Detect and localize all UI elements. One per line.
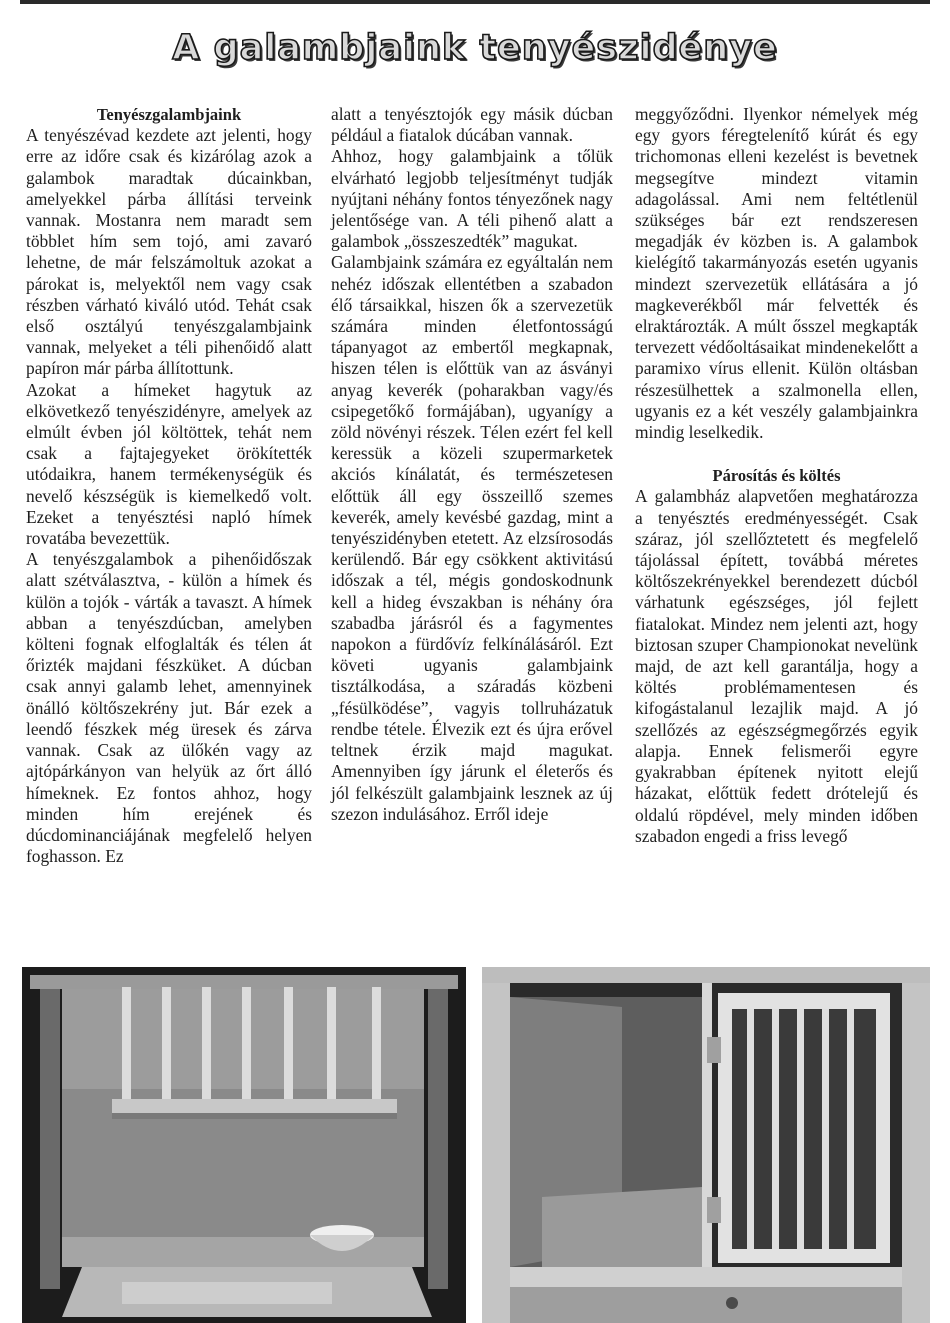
nest-box-with-door-photo — [482, 967, 930, 1323]
column-1 — [26, 104, 312, 867]
paragraph: alatt a tenyésztojók egy másik dúcban például a fiatalok dúcában vannak. — [331, 104, 613, 146]
top-rule — [20, 0, 930, 4]
column-3 — [635, 104, 918, 847]
breeding-box-photo — [22, 967, 466, 1323]
paragraph: A tenyészgalambok a pihenőidőszak alatt szétválasztva, - külön a hímek és külön a tojók - várták a tavaszt. A hímek abban a tenyészdúcban, amelyben költeni fognak elfoglalták és télen át őrizték majdani fészküket. A dúcban csak annyi galamb lehet, amennyinek önálló költőszekrény jut. Bár ezek a leendő fészkek még üresek és zárva vannak. Csak az ülőkén vagy az ajtópárkányon van helyük az őrt álló hímeknek. Ez fontos ahhoz, hogy minden hím erejének és dúcdominanciájának megfelelő helyen foghasson. Ez — [26, 549, 312, 867]
section-heading-breeding-pigeons: Tenyészgalambjaink — [96, 105, 242, 124]
paragraph: Ahhoz, hogy galambjaink a tőlük elvárható legjobb teljesítményt tudják nyújtani néhány fontos tényezőnek nagy jelentősége van. A téli pihenő alatt a galambok „összeszedték” magukat. — [331, 146, 613, 252]
paragraph: Galambjaink számára ez egyáltalán nem nehéz időszak ellentétben a szabadon élő társaikkal, hiszen ők a szervezetük számára minden életfontosságú tápanyagot az embertől megkapnak, hiszen télen is előttük van az ásványi anyag keverék (poharakban vagy/és csipegetőkő formájában), ugyanígy a zöld növényi részek. Télen ezért fel kell keressük a közeli szupermarketek akciós kínálatát, és természetesen előttük áll egy összeillő szemes keverék, amely kevésbé gazdag, mint a tenyészidényben etetett. Az elzsírosodás kerülendő. Bár egy csökkent aktivitású időszak a tél, mégis gondoskodnunk kell a hideg évszakban is néhány óra szabadba járásról és a fagymentes napokon a fürdővíz felkínálásáról. Ezt követi ugyanis galambjaink tisztálkodása, a száradás közbeni „fésülködése”, vagyis tollruházatuk rendbe tétele. Élvezik ezt és újra erővel teltnek érzik majd magukat. Amennyiben így járunk el életerős és jól felkészült galambjaink lesznek az új szezon indulásához. Erről ideje — [331, 252, 613, 824]
paragraph: meggyőződni. Ilyenkor némelyek még egy gyors féregtelenítő kúrát és egy trichomonas elleni kezelést is bevetnek megsegítve mindezt vitamin adagolással. Ami nem feltétlenül szükséges bár ezt rendszeresen megadják év közben is. A galambok kielégítő takarmányozás esetén ugyanis mindezt szervezetük ellátására a jó magkeverékből már felvették és elraktározták. A múlt ősszel megkapták tervezett védőoltásaikat mindenekelőtt a paramixo vírus ellenit. Külön oltásban részesülhettek a szalmonella ellen, ugyanis ez a két veszély galambjainkra mindig leselkedik. — [635, 104, 918, 443]
section-heading-pairing-and-hatching: Párosítás és költés — [712, 466, 841, 486]
column-2 — [331, 104, 613, 825]
paragraph: A galambház alapvetően meghatározza a tenyésztés eredményességét. Csak száraz, jól szellőztetett és megfelelő tájolással épített, továbbá méretes költőszekrényekkel berendezett dúcból várhatunk egészséges, jól fejlett fiatalokat. Mindez nem jelenti azt, hogy biztosan szuper Championokat nevelünk majd, de azt kell garantálja, hogy a költés problémamentesen és kifogástalanul lezajlik majd. A jó szellőzés az egészségmegőrzés egyik alapja. Ennek felismerői egyre gyakrabban építenek nyitott elejű házakat, előttük fedett drótelejű és oldalú röpdével, mely minden időben szabadon engedi a friss levegő — [635, 486, 918, 846]
article-title: A galambjaink tenyészidénye — [172, 28, 778, 68]
paragraph: Azokat a hímeket hagytuk az elkövetkező tenyészidényre, amelyek az elmúlt évben jól költöttek, tehát nem csak a fajtajegyeket örökítették utódaikra, hanem termékenységük és nevelő készségük is kiemelkedő volt. Ezeket a tenyésztési napló hímek rovatába bevezettük. — [26, 379, 312, 549]
paragraph: A tenyészévad kezdete azt jelenti, hogy erre az időre csak és kizárólag azok a galambok maradtak dúcainkban, amelyekkel párba állítási terveink vannak. Mostanra nem maradt sem többlet hím sem tojó, ami zavaró lehetne, de már felszámoltuk azokat a párokat is, melyektől nem vagy csak részben várható kiváló utód. Tehát csak első osztályú tenyészgalambjaink vannak, melyeket a téli pihenőidő alatt papíron már párba állítottunk. — [26, 125, 312, 379]
